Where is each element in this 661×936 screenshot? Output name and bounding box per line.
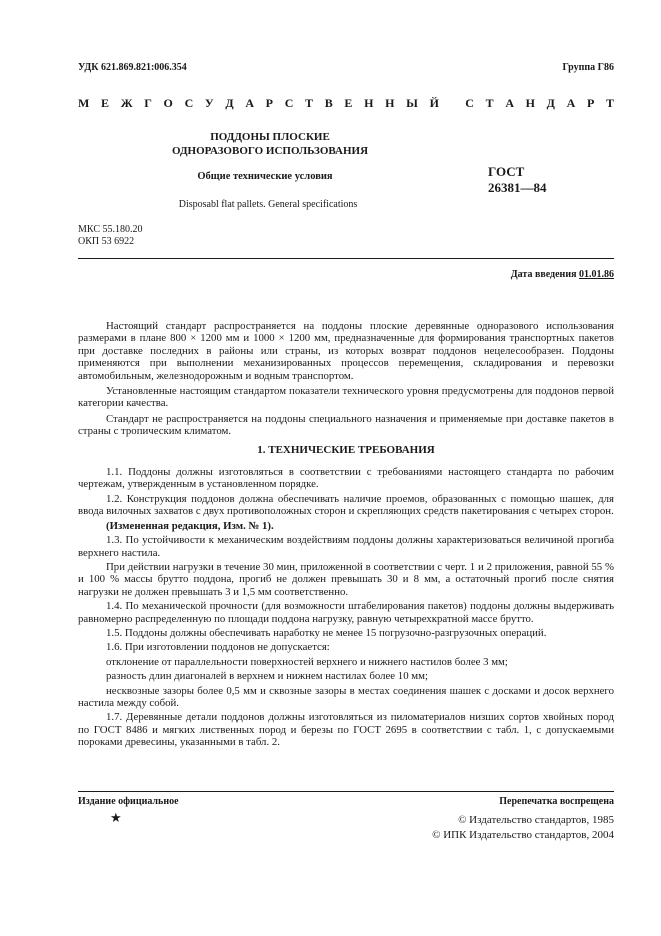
clause-1-2: 1.2. Конструкция поддонов должна обеспечивать наличие проемов, образованных с помощью шашек, для ввода вилочных захватов с двух противоположных сторон и скрепляющих средств пакетирования с четырех сторон. [78, 492, 614, 518]
footer-divider [78, 791, 614, 792]
reprint-notice: Перепечатка воспрещена [499, 796, 614, 807]
intro-paragraph: Настоящий стандарт распространяется на поддоны плоские деревянные одноразового использования размерами в плане 800 × 1200 мм и 1000 × 1200 мм, предназначенные для формирования транспортных пакетов при доставке последних в районы или страны, из которых возврат поддонов нецелесообразен. Поддоны применяются при выполнении механизированных процессов перемещения, складирования и перевозки автомобильным, железнодорожным и водным транспортом. [78, 320, 614, 382]
clause-1-6-item: несквозные зазоры более 0,5 мм и сквозные зазоры в местах соединения шашек с досками и досок верхнего настила между собой. [78, 684, 614, 709]
document-subtitle: Общие технические условия [197, 171, 333, 182]
clause-1-6: 1.6. При изготовлении поддонов не допускается: [106, 641, 330, 654]
english-title: Disposabl flat pallets. General specifications [178, 199, 358, 210]
clause-1-1: 1.1. Поддоны должны изготовляться в соответствии с требованиями настоящего стандарта по рабочим чертежам, утвержденным в установленном порядке. [78, 466, 614, 491]
divider [78, 258, 614, 259]
document-title: ПОДДОНЫ ПЛОСКИЕ ОДНОРАЗОВОГО ИСПОЛЬЗОВАНИЯ [171, 131, 369, 157]
intro-paragraph: Установленные настоящим стандартом показатели технического уровня предусмотрены для поддонов первой категории качества. [78, 385, 614, 410]
introduction-date: Дата введения 01.01.86 [510, 269, 614, 280]
okp-code: ОКП 53 6922 [78, 236, 135, 247]
gost-number: ГОСТ 26381—84 [488, 164, 547, 195]
group-code: Группа Г86 [562, 62, 614, 73]
official-edition: Издание официальное [78, 796, 179, 807]
star-icon: ★ [110, 810, 122, 825]
clause-1-3-load: При действии нагрузки в течение 30 мин, приложенной в соответствии с черт. 1 и 2 приложения, равной 55 % и 100 % массы брутто поддона, прогиб не должен превышать 30 и 8 мм, а остаточный прогиб после снятия нагрузки не должен превышать 3 и 1,5 мм соответственно. [78, 560, 614, 598]
mks-code: МКС 55.180.20 [78, 224, 143, 235]
standard-banner: М Е Ж Г О С У Д А Р С Т В Е Н Н Ы Й С Т А Н Д А Р Т [78, 96, 614, 110]
clause-1-5: 1.5. Поддоны должны обеспечивать наработку не менее 15 погрузочно-разгрузочных операций. [106, 626, 547, 639]
clause-1-4: 1.4. По механической прочности (для возможности штабелирования пакетов) поддоны должны выдерживать равномерно распределенную по площади поддона нагрузку, равную четырехкратной массе брутто. [78, 600, 614, 625]
amendment-note: (Измененная редакция, Изм. № 1). [106, 519, 274, 532]
clause-1-7: 1.7. Деревянные детали поддонов должны изготовляться из пиломатериалов низших сортов хвойных пород по ГОСТ 8486 и мягких лиственных пород и березы по ГОСТ 2695 в соответствии с табл. 1, с допускаемыми пороками древесины, указанными в табл. 2. [78, 711, 614, 749]
document-body [78, 320, 614, 751]
clause-1-6-item: отклонение от параллельности поверхностей верхнего и нижнего настилов более 3 мм; [106, 655, 508, 668]
classification-codes [78, 224, 142, 248]
clause-1-3: 1.3. По устойчивости к механическим воздействиям поддоны должны характеризоваться величиной прогиба верхнего настила. [78, 534, 614, 559]
section-heading: 1. ТЕХНИЧЕСКИЕ ТРЕБОВАНИЯ [257, 443, 435, 456]
copyright: © Издательство стандартов, 1985 © ИПК Издательство стандартов, 2004 [432, 814, 614, 841]
intro-paragraph: Стандарт не распространяется на поддоны специального назначения и применяемые при доставке пакетов в страны с тропическим климатом. [78, 412, 614, 438]
clause-1-6-item: разность длин диагоналей в верхнем и нижнем настилах более 10 мм; [106, 670, 428, 683]
udk-code: УДК 621.869.821:006.354 [78, 62, 187, 73]
